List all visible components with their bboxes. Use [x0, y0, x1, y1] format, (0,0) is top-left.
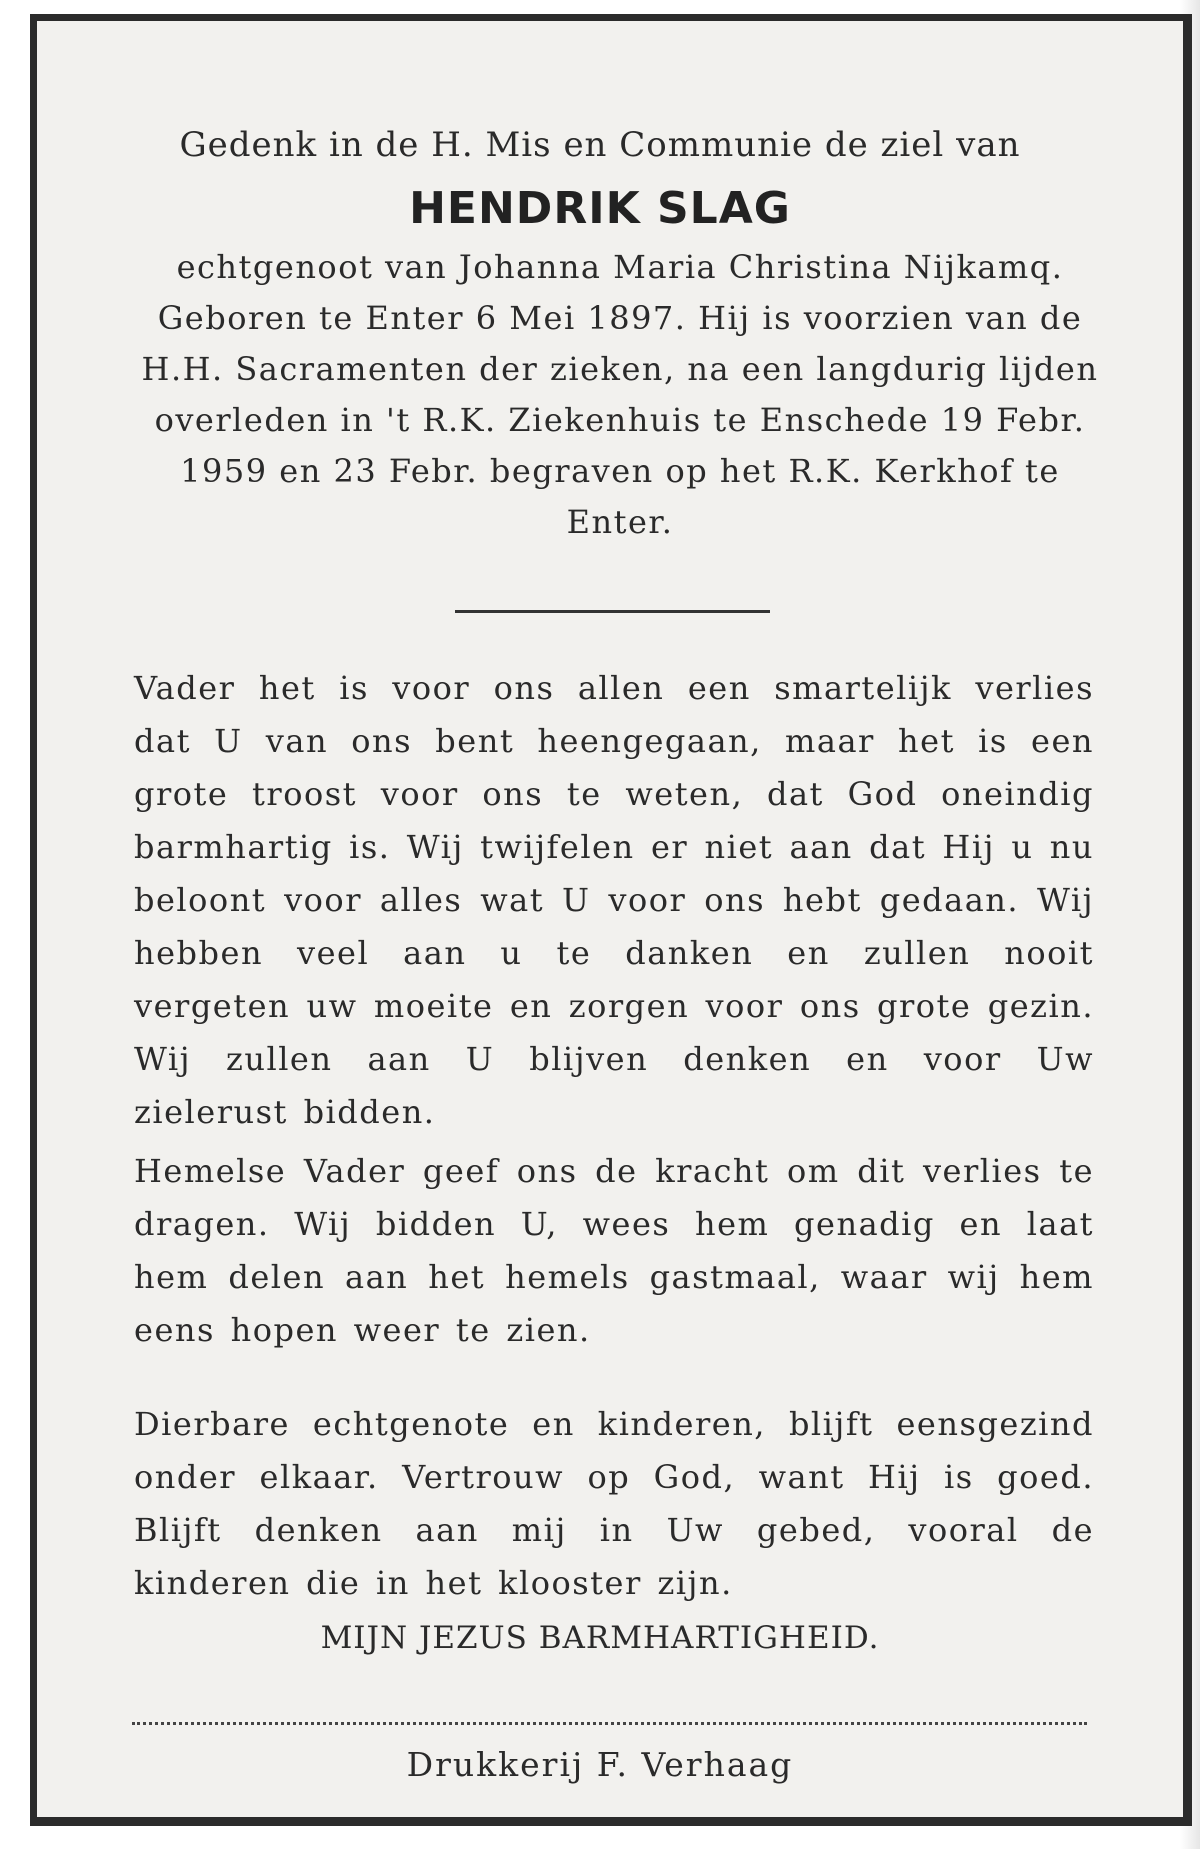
- deceased-name: HENDRIK SLAG: [409, 183, 791, 234]
- paragraph-family: Dierbare echtgenote en kinderen, blijft eensgezind onder elkaar. Vertrouw op God, want Hij is goed. Blijft denken aan mij in Uw gebed, vooral de kinderen die in het klooster zijn.: [134, 1405, 1094, 1602]
- paragraph-farewell: Vader het is voor ons allen een smartelijk verlies dat U van ons bent heengegaan, maar het is een grote troost voor ons te weten, dat God oneindig barmhartig is. Wij twijfelen er niet aan dat Hij u nu beloont voor alles wat U voor ons hebt gedaan. Wij hebben veel aan u te danken en zullen nooit vergeten uw moeite en zorgen voor ons grote gezin. Wij zullen aan U blijven denken en voor Uw zielerust bidden.: [134, 669, 1094, 1131]
- section-divider: [455, 610, 770, 613]
- biography-text: echtgenoot van Johanna Maria Christina Nijkamq. Geboren te Enter 6 Mei 1897. Hij is voorzien van de H.H. Sacramenten der zieken, na een langdurig lijden overleden in 't R.K. Ziekenhuis te Enschede 19 Febr. 1959 en 23 Febr. begraven op het R.K. Kerkhof te Enter.: [141, 248, 1099, 541]
- printer-credit: Drukkerij F. Verhaag: [406, 1745, 794, 1784]
- closing-invocation: MIJN JEZUS BARMHARTIGHEID.: [320, 1620, 880, 1656]
- dotted-divider: [132, 1722, 1087, 1725]
- paragraph-prayer: Hemelse Vader geef ons de kracht om dit verlies te dragen. Wij bidden U, wees hem genadig en laat hem delen aan het hemels gastmaal, waar wij hem eens hopen weer te zien.: [134, 1152, 1094, 1349]
- card-heading: Gedenk in de H. Mis en Communie de ziel van: [179, 125, 1021, 165]
